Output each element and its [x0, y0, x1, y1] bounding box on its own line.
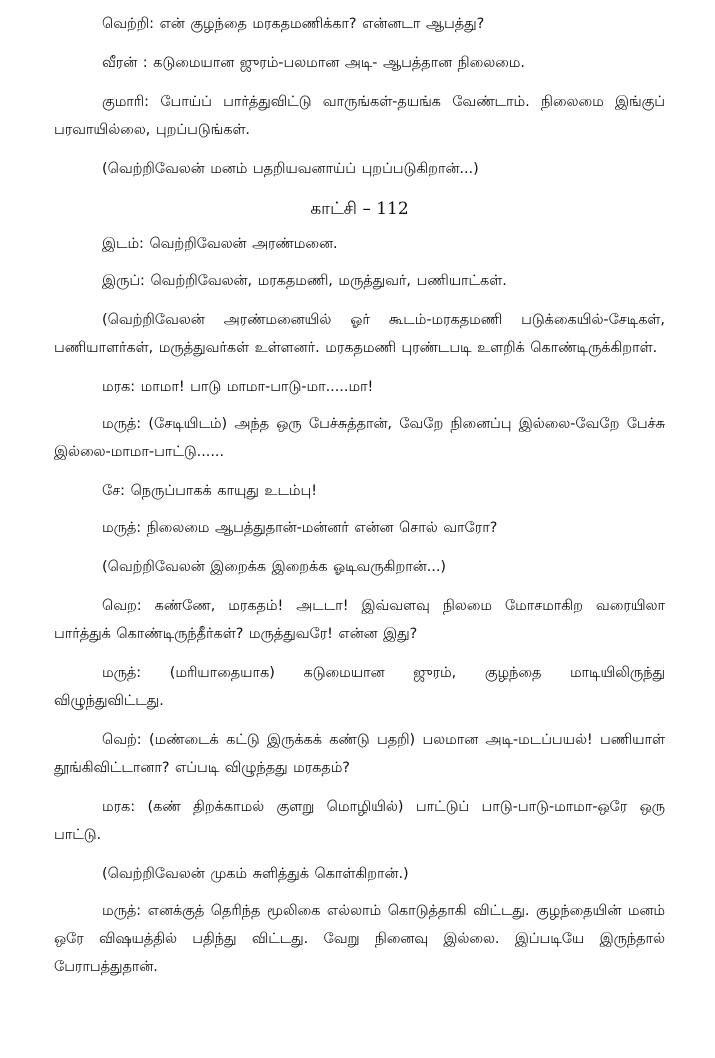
- scene-label: காட்சி –: [310, 199, 377, 219]
- dialogue-kumari-urging: குமாரி: போய்ப் பார்த்துவிட்டு வாருங்கள்-தயங்க வேண்டாம். நிலைமை இங்குப் பரவாயில்லை, புறப்படுங்கள்.: [54, 94, 665, 138]
- dialogue-maraka-song: மரக: (கண் திறக்காமல் குளறு மொழியில்) பாட்டுப் பாடு-பாடு-மாமா-ஒரே ஒரு பாட்டு.: [54, 799, 665, 843]
- dialogue-veeran-report: வீரன் : கடுமையான ஜுரம்-பலமான அடி- ஆபத்தான நிலைமை.: [102, 55, 525, 71]
- dialogue-physician-fall: மருத்: (மரியாதையாக) கடுமையான ஜுரம், குழந்தை மாடியிலிருந்து விழுந்துவிட்டது.: [54, 665, 665, 709]
- scene-number: 112: [376, 199, 409, 219]
- dialogue-maid-fever: சே: நெருப்பாகக் காயுது உடம்பு!: [102, 483, 317, 499]
- dialogue-physician-to-maid: மருத்: (சேடியிடம்) அந்த ஒரு பேச்சுத்தான், வேறே நினைப்பு இல்லை-வேறே பேச்சு இல்லை-மாமா-பாட்டு......: [54, 416, 665, 460]
- dialogue-physician-herbs: மருத்: எனக்குத் தெரிந்த மூலிகை எல்லாம் கொடுத்தாகி விட்டது. குழந்தையின் மனம் ஒரே விஷயத்தில் பதிந்து விட்டது. வேறு நினைவு இல்லை. இப்படியே இருந்தால் பேராபத்துதான்.: [54, 903, 665, 975]
- stage-direction-frown: (வெற்றிவேலன் முகம் சுளித்துக் கொள்கிறான்.): [102, 866, 409, 882]
- scene-characters: இருப்: வெற்றிவேலன், மரகதமணி, மருத்துவர், பணியாட்கள்.: [102, 273, 507, 289]
- stage-direction-arrival: (வெற்றிவேலன் இறைக்க இறைக்க ஓடிவருகிறான்...): [102, 559, 447, 575]
- stage-direction-departure: (வெற்றிவேலன் மனம் பதறியவனாய்ப் புறப்படுகிறான்...): [102, 161, 479, 177]
- dialogue-vetri-anger: வெற்: (மண்டைக் கட்டு இருக்கக் கண்டு பதறி) பலமான அடி-மடப்பயல்! பணியாள் தூங்கிவிட்டானா? எப்படி விழுந்தது மரகதம்?: [54, 732, 665, 776]
- scene-heading: [54, 194, 665, 224]
- dialogue-vetri-distress: வெற: கண்ணே, மரகதம்! அடடா! இவ்வளவு நிலமை மோசமாகிற வரையிலா பார்த்துக் கொண்டிருந்தீர்கள்? மருத்துவரே! என்ன இது?: [54, 598, 665, 642]
- dialogue-maraka-delirium: மரக: மாமா! பாடு மாமா-பாடு-மா.....மா!: [102, 379, 374, 395]
- stage-direction-palace-hall: (வெற்றிவேலன் அரண்மனையில் ஓர் கூடம்-மரகதமணி படுக்கையில்-சேடிகள், பணியாளர்கள், மருத்துவர்கள் உள்ளனர். மரகதமணி புரண்டபடி உளறிக் கொண்டிருக்கிறாள்.: [54, 312, 665, 356]
- scene-location: இடம்: வெற்றிவேலன் அரண்மனை.: [102, 236, 338, 252]
- dialogue-vetri-question: வெற்றி: என் குழந்தை மரகதமணிக்கா? என்னடா ஆபத்து?: [102, 16, 485, 32]
- dialogue-physician-danger: மருத்: நிலைமை ஆபத்துதான்-மன்னர் என்ன சொல் வாரோ?: [102, 520, 498, 536]
